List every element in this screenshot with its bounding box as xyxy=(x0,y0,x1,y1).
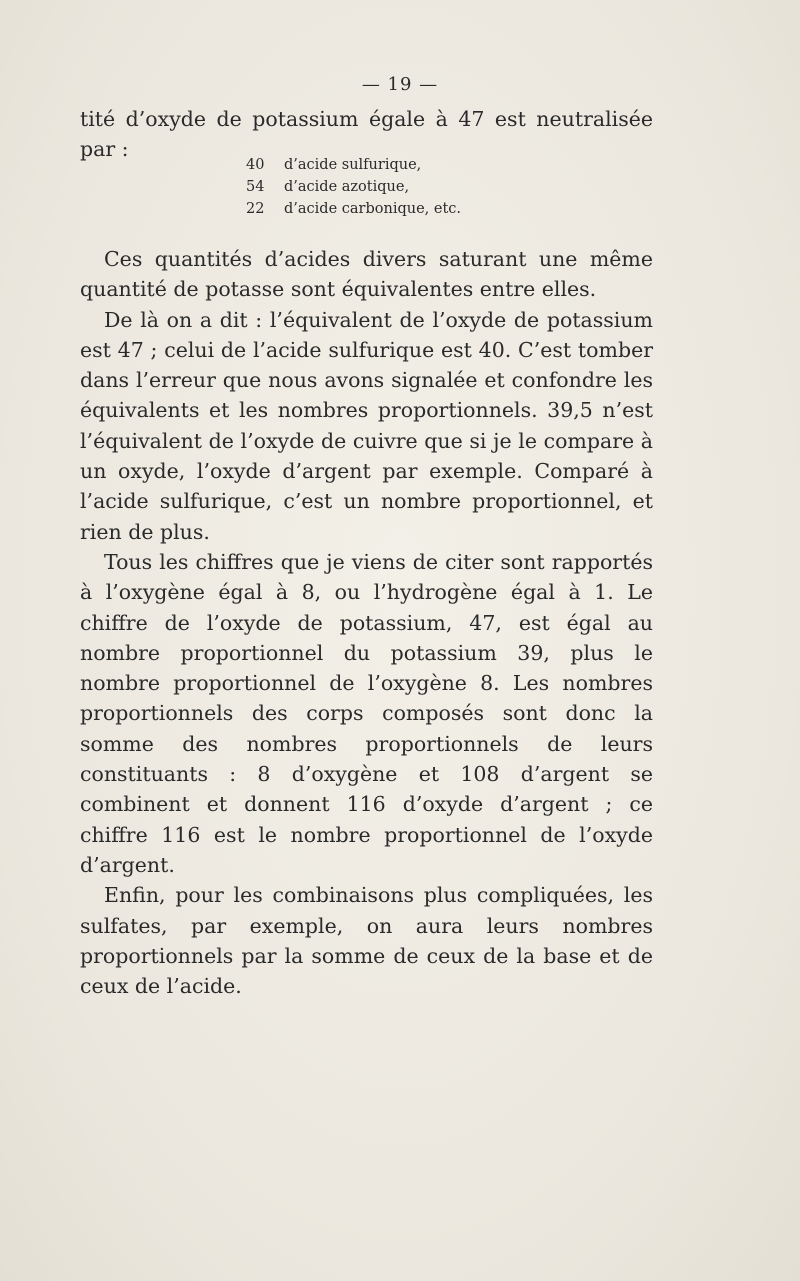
list-item xyxy=(246,176,461,198)
acid-list xyxy=(246,154,461,220)
body-text xyxy=(80,244,653,1001)
list-item-label: d’acide sulfurique, xyxy=(284,157,422,173)
list-item xyxy=(246,154,461,176)
page-number: — 19 — xyxy=(361,74,439,95)
paragraph: Ces quantités d’acides divers saturant une même quantité de potasse sont équivalentes entre elles. xyxy=(80,247,653,302)
paragraph: Enfin, pour les combinaisons plus compliquées, les sulfates, par exemple, on aura leurs nombres proportionnels par la somme de ceux de la base et de ceux de l’acide. xyxy=(80,883,653,999)
list-item-number: 54 xyxy=(246,179,265,195)
list-item-number: 40 xyxy=(246,157,265,173)
paragraph: De là on a dit : l’équivalent de l’oxyde de potassium est 47 ; celui de l’acide sulfurique est 40. C’est tomber dans l’erreur que nous avons signalée et confondre les équivalents et les nombres proportionnels. 39,5 n’est l’équivalent de l’oxyde de cuivre que si je le compare à un oxyde, l’oxyde d’argent par exemple. Comparé à l’acide sulfurique, c’est un nombre proportionnel, et rien de plus. xyxy=(80,307,653,544)
list-item-label: d’acide azotique, xyxy=(284,179,410,195)
list-item xyxy=(246,198,461,220)
paragraph: Tous les chiffres que je viens de citer sont rapportés à l’oxygène égal à 8, ou l’hydrogène égal à 1. Le chiffre de l’oxyde de potassium, 47, est égal au nombre proportionnel du potassium 39, plus le nombre proportionnel de l’oxygène 8. Les nombres proportionnels des corps composés sont donc la somme des nombres proportionnels de leurs constituants : 8 d’oxygène et 108 d’argent se combinent et donnent 116 d’oxyde d’argent ; ce chiffre 116 est le nombre proportionnel de l’oxyde d’argent. xyxy=(80,549,653,877)
list-item-number: 22 xyxy=(246,201,265,217)
intro-line: tité d’oxyde de potassium égale à 47 est neutralisée par : xyxy=(80,107,653,162)
list-item-label: d’acide carbonique, etc. xyxy=(284,201,462,217)
